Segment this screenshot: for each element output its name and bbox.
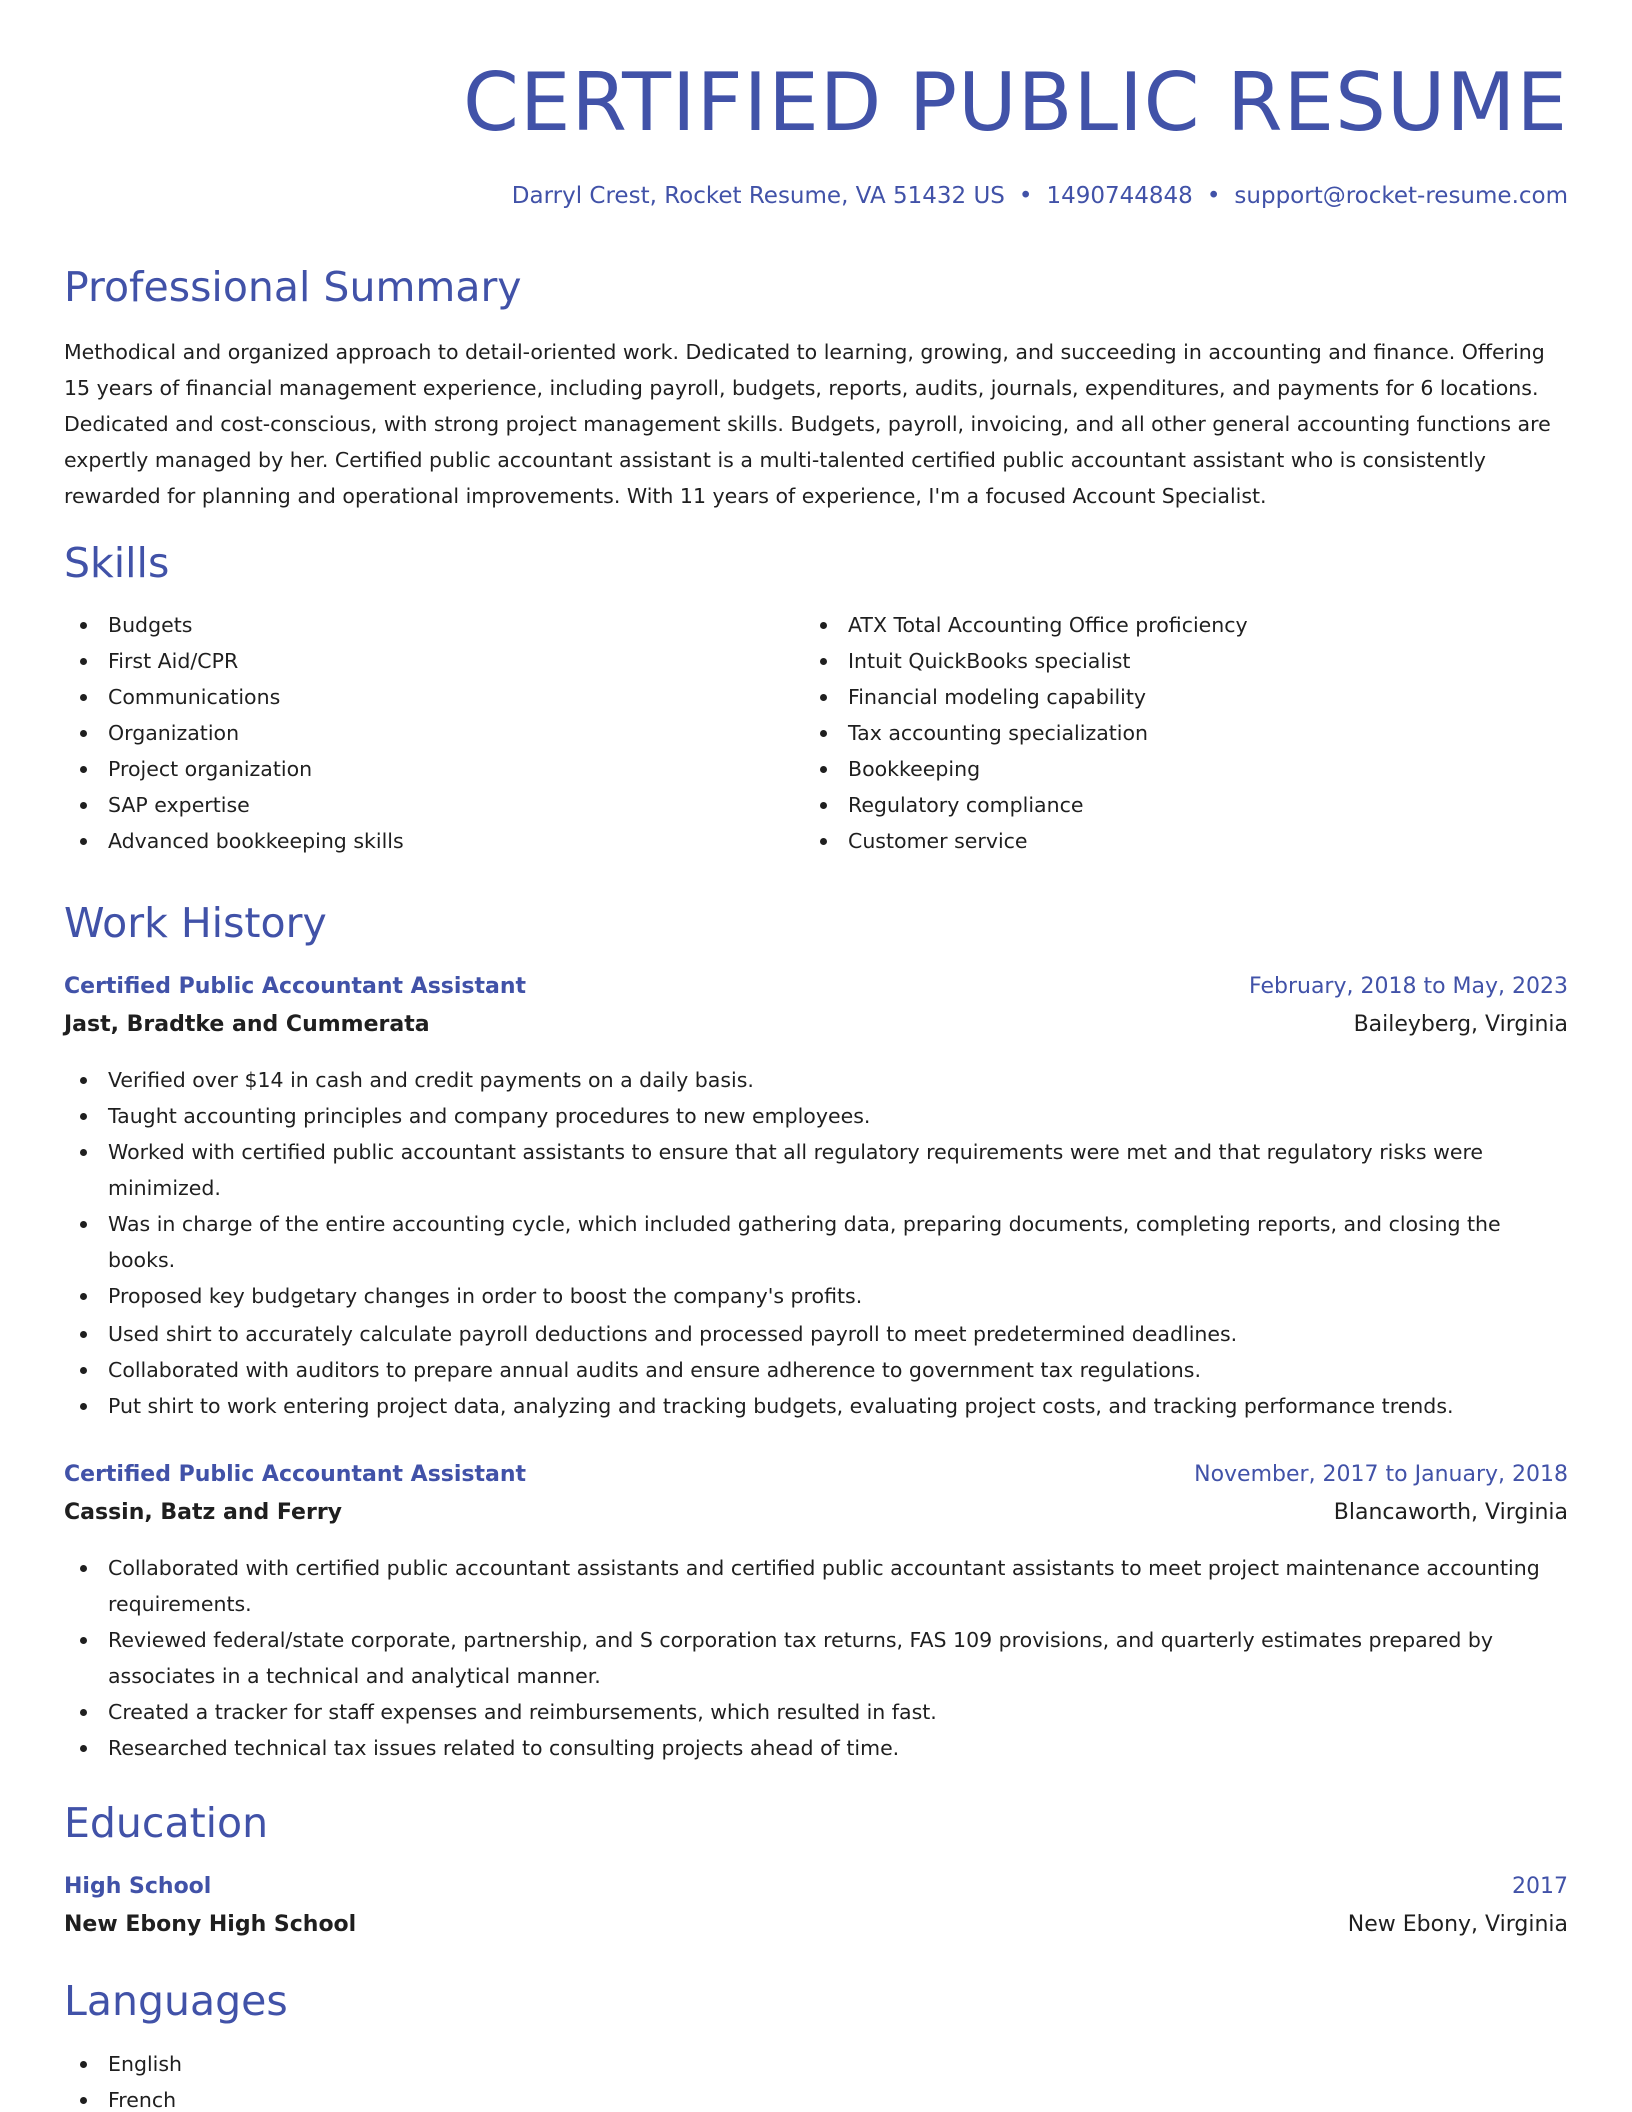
contact-separator: • [1018,183,1033,209]
list-item: Taught accounting principles and company procedures to new employees. [64,1098,1568,1134]
list-item: Worked with certified public accountant assistants to ensure that all regulatory requirements were met and that regulatory risks were minimized. [64,1134,1568,1206]
job-1-employer [64,1008,1568,1042]
languages-heading: Languages [64,1977,288,2025]
list-item: Customer service [804,823,1564,859]
list-item: Verified over $14 in cash and credit payments on a daily basis. [64,1062,1568,1098]
education-year: 2017 [1512,1874,1568,1899]
list-item: Proposed key budgetary changes in order to boost the company's profits. [64,1278,1568,1314]
job-location: Baileyberg, Virginia [1353,1012,1568,1037]
list-item: English [64,2046,764,2082]
education-header [64,1870,1568,1904]
job-title: Certified Public Accountant Assistant [64,974,527,999]
education-degree: High School [64,1874,212,1899]
list-item: Used shirt to accurately calculate payroll deductions and processed payroll to meet predetermined deadlines. [64,1316,1568,1352]
job-company: Cassin, Batz and Ferry [64,1500,343,1525]
job-title: Certified Public Accountant Assistant [64,1462,527,1487]
list-item: French [64,2082,764,2112]
list-item: Reviewed federal/state corporate, partnership, and S corporation tax returns, FAS 109 provisions, and quarterly estimates prepared by associates in a technical and analytical manner. [64,1622,1568,1694]
resume-page [64,0,1568,2112]
list-item: Project organization [64,751,764,787]
summary-text: Methodical and organized approach to detail-oriented work. Dedicated to learning, growing, and succeeding in accounting and finance. Offering 15 years of financial management experience, including payroll, budgets, reports, audits, journals, expenditures, and payments for 6 locations. Dedicated and cost-conscious, with strong project management skills. Budgets, payroll, invoicing, and all other general accounting functions are expertly managed by her. Certified public accountant assistant is a multi-talented certified public accountant assistant who is consistently rewarded for planning and operational improvements. With 11 years of experience, I'm a focused Account Specialist. [64,340,1551,508]
education-school: New Ebony High School [64,1912,357,1937]
list-item: Collaborated with certified public accountant assistants and certified public accountant assistants to meet project maintenance accounting requirements. [64,1550,1568,1622]
list-item: Researched technical tax issues related to consulting projects ahead of time. [64,1730,1568,1766]
list-item: First Aid/CPR [64,643,764,679]
list-item: Intuit QuickBooks specialist [804,643,1564,679]
job-dates: February, 2018 to May, 2023 [1249,974,1568,999]
list-item: Created a tracker for staff expenses and reimbursements, which resulted in fast. [64,1694,1568,1730]
education-location: New Ebony, Virginia [1347,1912,1568,1937]
list-item: Organization [64,715,764,751]
job-dates: November, 2017 to January, 2018 [1194,1462,1568,1487]
resume-title: CERTIFIED PUBLIC RESUME [463,56,1568,149]
list-item: Regulatory compliance [804,787,1564,823]
list-item: Put shirt to work entering project data, analyzing and tracking budgets, evaluating project costs, and tracking performance trends. [64,1388,1568,1424]
skills-heading: Skills [64,539,170,587]
list-item: Collaborated with auditors to prepare annual audits and ensure adherence to government tax regulations. [64,1352,1568,1388]
list-item: SAP expertise [64,787,764,823]
job-2-header [64,1458,1568,1492]
skills-list-left [64,607,764,859]
list-item: Communications [64,679,764,715]
contact-separator: • [1206,183,1221,209]
list-item: Tax accounting specialization [804,715,1564,751]
work-heading: Work History [64,899,327,947]
contact-email[interactable]: support@rocket-resume.com [1234,183,1568,209]
job-location: Blancaworth, Virginia [1333,1500,1568,1525]
list-item: Financial modeling capability [804,679,1564,715]
list-item: Advanced bookkeeping skills [64,823,764,859]
job-1-header [64,970,1568,1004]
list-item: Was in charge of the entire accounting cycle, which included gathering data, preparing documents, completing reports, and closing the books. [64,1206,1568,1278]
job-1-bullets [64,1062,1568,1424]
contact-address: Darryl Crest, Rocket Resume, VA 51432 US [511,183,1005,209]
languages-list [64,2046,764,2112]
job-2-employer [64,1496,1568,1530]
list-item: Budgets [64,607,764,643]
job-2-bullets [64,1550,1568,1766]
summary-heading: Professional Summary [64,263,522,311]
contact-line [512,180,1568,212]
job-company: Jast, Bradtke and Cummerata [64,1012,430,1037]
list-item: Bookkeeping [804,751,1564,787]
skills-list-right [804,607,1564,859]
list-item: ATX Total Accounting Office proficiency [804,607,1564,643]
education-heading: Education [64,1799,269,1847]
contact-phone[interactable]: 1490744848 [1046,183,1193,209]
education-school-row [64,1908,1568,1942]
